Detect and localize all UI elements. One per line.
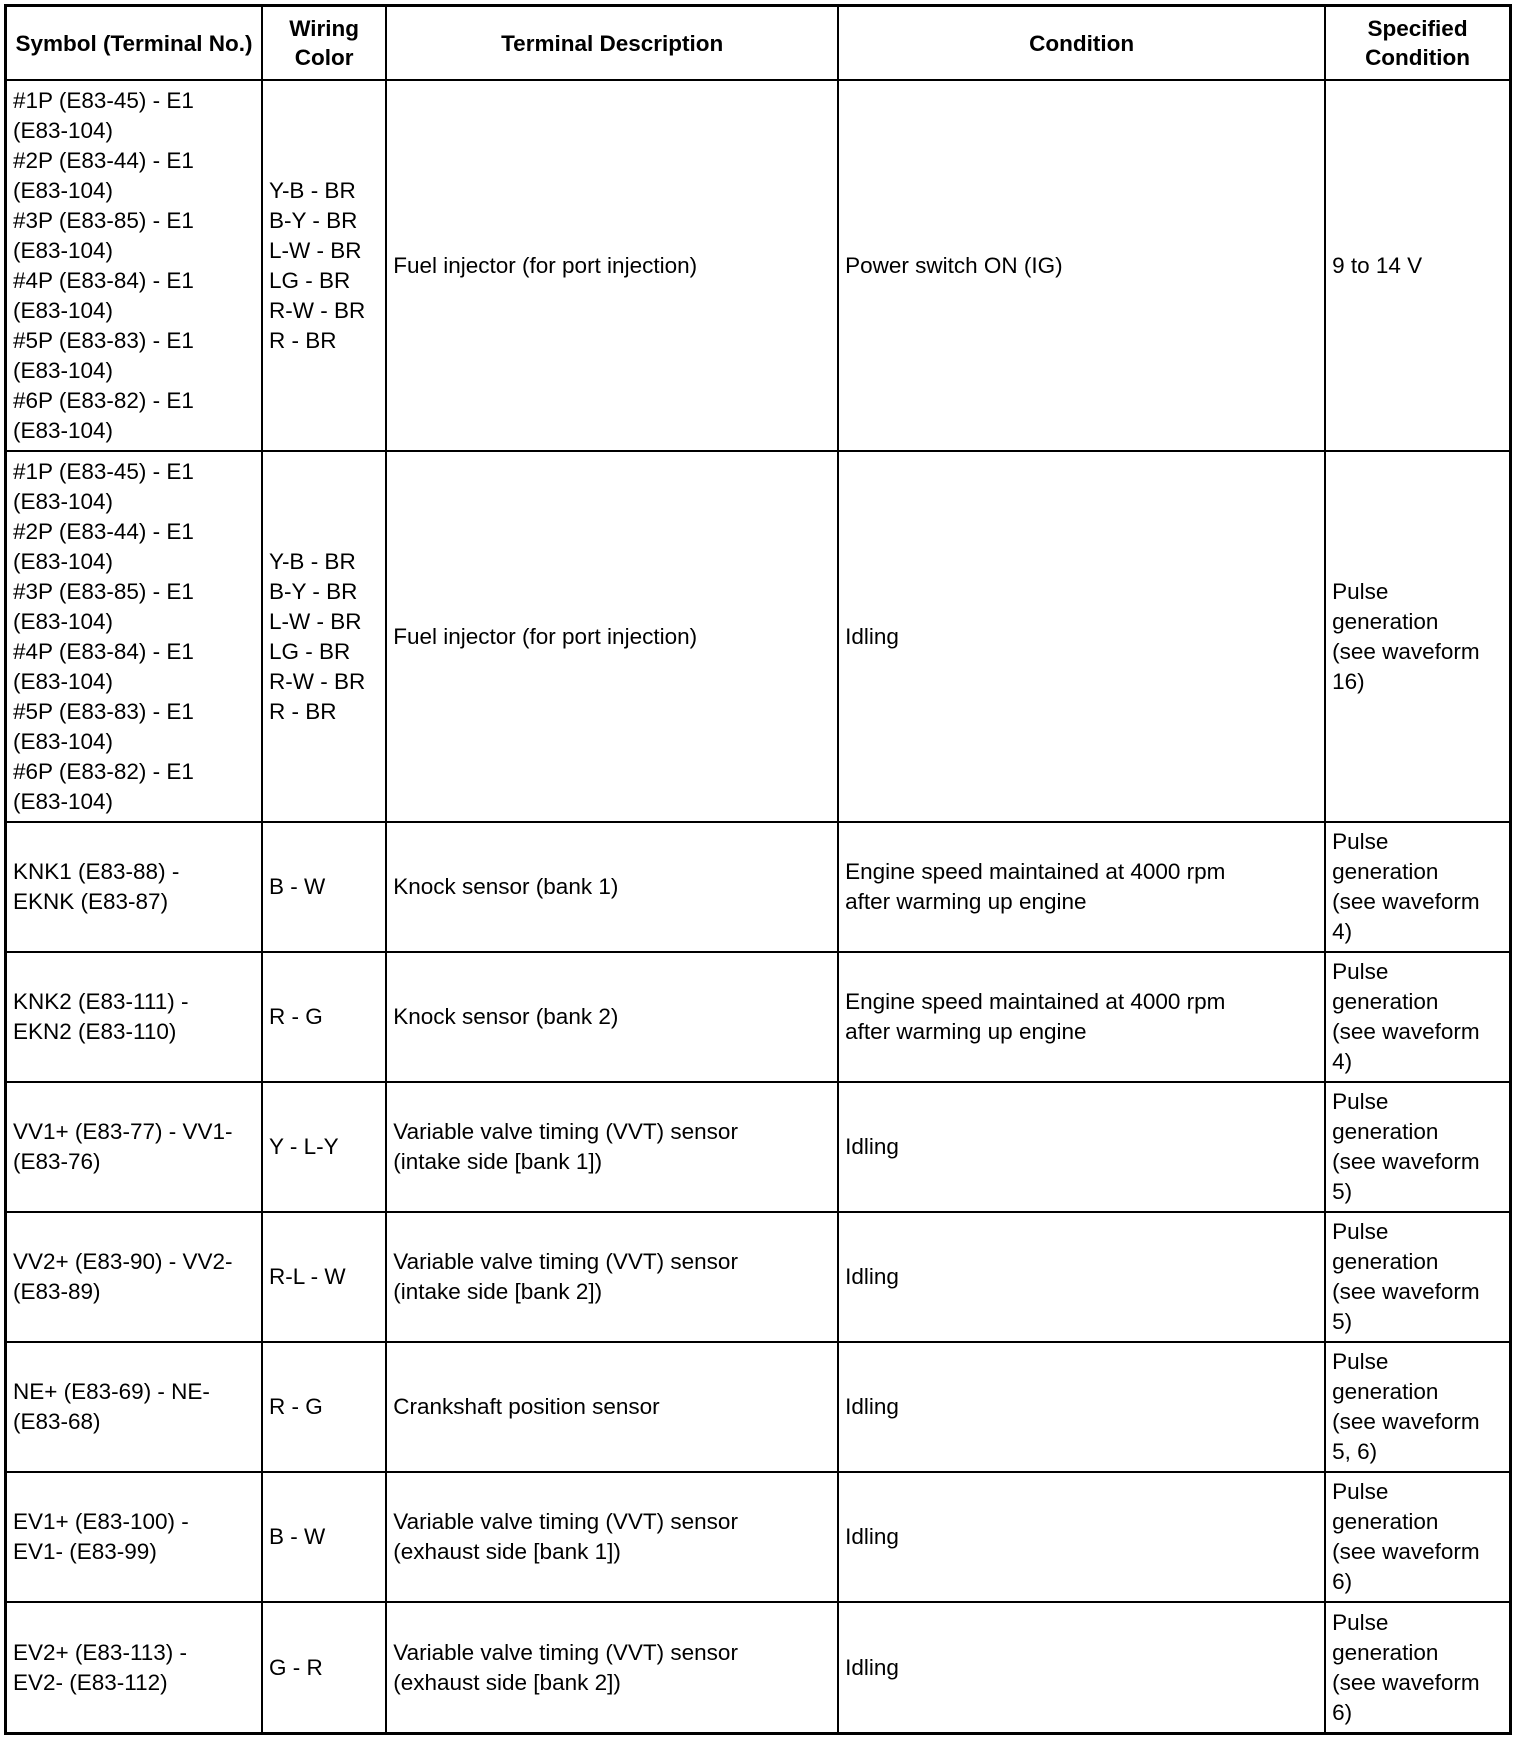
cell-wiring-color: G - R (262, 1602, 386, 1734)
cell-specified-condition: Pulse generation (see waveform 6) (1325, 1472, 1510, 1602)
cell-specified-condition: Pulse generation (see waveform 5) (1325, 1082, 1510, 1212)
cell-specified-condition: Pulse generation (see waveform 4) (1325, 952, 1510, 1082)
header-condition: Condition (838, 6, 1325, 81)
cell-condition: Engine speed maintained at 4000 rpm after warming up engine (838, 822, 1325, 952)
cell-wiring-color: R - G (262, 952, 386, 1082)
cell-specified-condition: Pulse generation (see waveform 5) (1325, 1212, 1510, 1342)
cell-terminal-description: Variable valve timing (VVT) sensor (intake side [bank 2]) (386, 1212, 838, 1342)
header-row (6, 6, 1511, 81)
cell-terminal-description: Crankshaft position sensor (386, 1342, 838, 1472)
cell-terminal-description: Fuel injector (for port injection) (386, 451, 838, 822)
table-row (6, 1602, 1511, 1734)
cell-symbol: KNK1 (E83-88) - EKNK (E83-87) (6, 822, 263, 952)
cell-symbol: KNK2 (E83-111) - EKN2 (E83-110) (6, 952, 263, 1082)
cell-specified-condition: Pulse generation (see waveform 6) (1325, 1602, 1510, 1734)
cell-condition: Power switch ON (IG) (838, 80, 1325, 451)
terminal-inspection-table (4, 4, 1512, 1735)
cell-terminal-description: Fuel injector (for port injection) (386, 80, 838, 451)
cell-condition: Idling (838, 1082, 1325, 1212)
table-row (6, 80, 1511, 451)
cell-terminal-description: Variable valve timing (VVT) sensor (exhaust side [bank 1]) (386, 1472, 838, 1602)
cell-wiring-color: Y - L-Y (262, 1082, 386, 1212)
table-row (6, 1082, 1511, 1212)
header-specified-condition: Specified Condition (1325, 6, 1510, 81)
cell-specified-condition: Pulse generation (see waveform 4) (1325, 822, 1510, 952)
cell-condition: Idling (838, 1212, 1325, 1342)
table-row (6, 822, 1511, 952)
table-header (6, 6, 1511, 81)
table-row (6, 1472, 1511, 1602)
header-wiring-color: Wiring Color (262, 6, 386, 81)
table-row (6, 451, 1511, 822)
table-row (6, 952, 1511, 1082)
cell-wiring-color: Y-B - BR B-Y - BR L-W - BR LG - BR R-W - BR R - BR (262, 451, 386, 822)
cell-terminal-description: Variable valve timing (VVT) sensor (exhaust side [bank 2]) (386, 1602, 838, 1734)
cell-condition: Idling (838, 1342, 1325, 1472)
table-body (6, 80, 1511, 1734)
header-terminal-description: Terminal Description (386, 6, 838, 81)
table-row (6, 1342, 1511, 1472)
cell-condition: Idling (838, 1602, 1325, 1734)
cell-wiring-color: B - W (262, 1472, 386, 1602)
cell-symbol: EV2+ (E83-113) - EV2- (E83-112) (6, 1602, 263, 1734)
cell-symbol: VV1+ (E83-77) - VV1- (E83-76) (6, 1082, 263, 1212)
header-symbol: Symbol (Terminal No.) (6, 6, 263, 81)
cell-condition: Idling (838, 1472, 1325, 1602)
cell-condition: Idling (838, 451, 1325, 822)
cell-symbol: VV2+ (E83-90) - VV2- (E83-89) (6, 1212, 263, 1342)
cell-symbol: EV1+ (E83-100) - EV1- (E83-99) (6, 1472, 263, 1602)
cell-specified-condition: Pulse generation (see waveform 16) (1325, 451, 1510, 822)
cell-terminal-description: Knock sensor (bank 2) (386, 952, 838, 1082)
cell-wiring-color: B - W (262, 822, 386, 952)
cell-terminal-description: Variable valve timing (VVT) sensor (intake side [bank 1]) (386, 1082, 838, 1212)
cell-terminal-description: Knock sensor (bank 1) (386, 822, 838, 952)
cell-specified-condition: Pulse generation (see waveform 5, 6) (1325, 1342, 1510, 1472)
cell-symbol: #1P (E83-45) - E1 (E83-104) #2P (E83-44) - E1 (E83-104) #3P (E83-85) - E1 (E83-104) #4P (E83-84) - E1 (E83-104) #5P (E83-83) - E1 (E83-104) #6P (E83-82) - E1 (E83-104) (6, 80, 263, 451)
cell-condition: Engine speed maintained at 4000 rpm after warming up engine (838, 952, 1325, 1082)
cell-symbol: NE+ (E83-69) - NE- (E83-68) (6, 1342, 263, 1472)
table-row (6, 1212, 1511, 1342)
cell-specified-condition: 9 to 14 V (1325, 80, 1510, 451)
cell-wiring-color: R-L - W (262, 1212, 386, 1342)
cell-wiring-color: Y-B - BR B-Y - BR L-W - BR LG - BR R-W - BR R - BR (262, 80, 386, 451)
cell-wiring-color: R - G (262, 1342, 386, 1472)
cell-symbol: #1P (E83-45) - E1 (E83-104) #2P (E83-44) - E1 (E83-104) #3P (E83-85) - E1 (E83-104) #4P (E83-84) - E1 (E83-104) #5P (E83-83) - E1 (E83-104) #6P (E83-82) - E1 (E83-104) (6, 451, 263, 822)
